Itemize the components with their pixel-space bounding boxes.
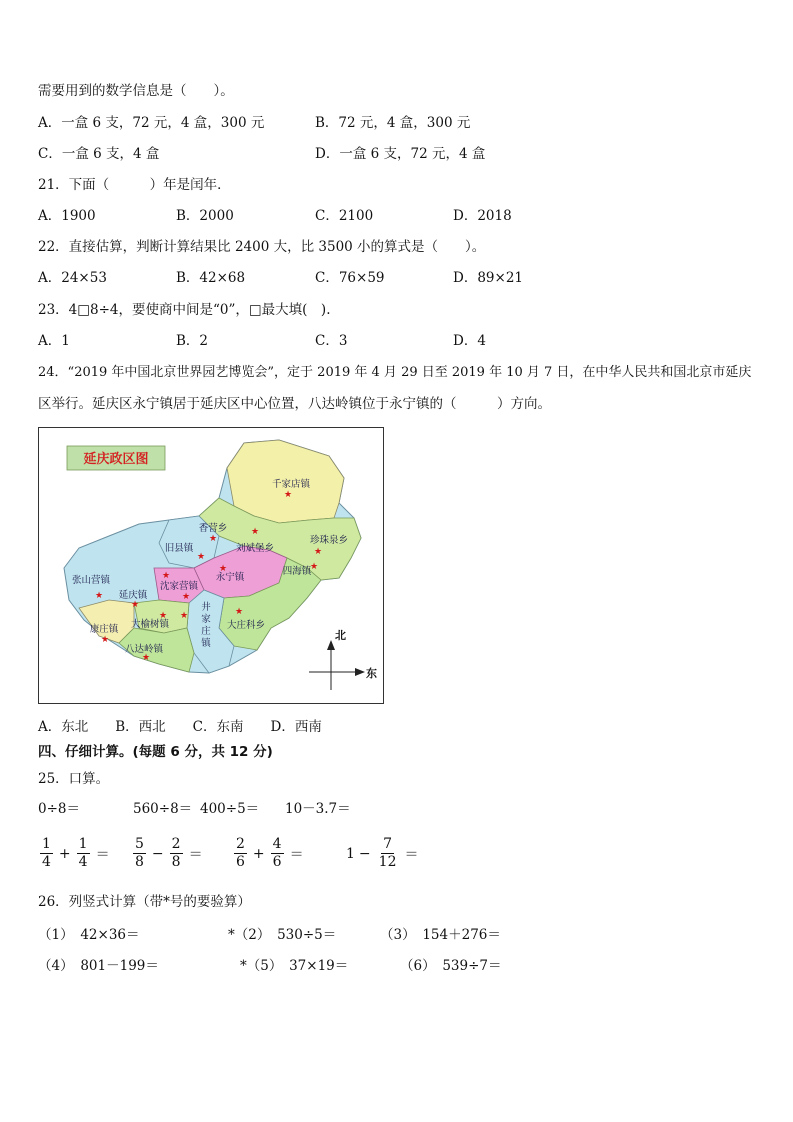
q22-option-a[interactable]: A．24×53 <box>38 270 107 286</box>
q25-frac-2 <box>131 836 207 871</box>
numerator: 2 <box>236 836 245 852</box>
star-icon: ★ <box>283 490 293 500</box>
q20-option-b[interactable]: B．72 元，4 盒，300 元 <box>315 115 471 131</box>
q21-stem: 21．下面（ ）年是闰年． <box>38 177 231 193</box>
numerator: 5 <box>135 836 144 852</box>
q23-option-a[interactable]: A．1 <box>38 333 70 349</box>
star-icon: ★ <box>141 653 151 663</box>
denominator: 4 <box>42 854 51 870</box>
whole-number: 1 <box>346 845 355 862</box>
compass-north-arrow-icon <box>327 640 335 650</box>
star-icon: ★ <box>158 611 168 621</box>
q25-item-4: 10－3.7＝ <box>285 801 351 817</box>
q22-option-c[interactable]: C．76×59 <box>315 270 385 286</box>
q26-item-6: （6） 539÷7＝ <box>400 958 502 974</box>
star-icon: ★ <box>218 564 228 574</box>
q21-option-b[interactable]: B．2000 <box>176 208 234 224</box>
star-icon: ★ <box>130 600 140 610</box>
star-icon: ★ <box>100 635 110 645</box>
label-yanqing: 延庆镇 <box>118 590 148 601</box>
star-icon: ★ <box>94 591 104 601</box>
star-icon: ★ <box>234 607 244 617</box>
q23-option-c[interactable]: C．3 <box>315 333 348 349</box>
q26-stem: 26．列竖式计算（带*号的要验算） <box>38 894 251 910</box>
q22-option-b[interactable]: B．42×68 <box>176 270 246 286</box>
star-icon: ★ <box>196 552 206 562</box>
star-icon: ★ <box>250 527 260 537</box>
label-sihai: 四海镇 <box>282 566 312 577</box>
star-icon: ★ <box>208 534 218 544</box>
q25-frac-3 <box>232 836 308 871</box>
label-shenjiaying: 沈家营镇 <box>159 581 199 592</box>
q26-item-5: *（5） 37×19＝ <box>240 958 349 974</box>
equals: ＝ <box>95 846 110 863</box>
q25-item-2: 560÷8＝ <box>133 801 193 817</box>
numerator: 2 <box>171 836 181 852</box>
numerator: 7 <box>383 836 393 852</box>
equals: ＝ <box>188 846 203 863</box>
operator: + <box>252 845 265 862</box>
compass-east-label: 东 <box>366 667 377 680</box>
label-zhenzhuquan: 珍珠泉乡 <box>309 535 349 546</box>
yanqing-district-map <box>38 427 384 704</box>
map-title: 延庆政区图 <box>83 452 149 467</box>
svg-text:家: 家 <box>201 614 211 625</box>
svg-text:镇: 镇 <box>201 638 211 649</box>
numerator: 4 <box>272 836 282 852</box>
denominator: 8 <box>135 854 144 870</box>
q25-item-1: 0÷8＝ <box>38 801 80 817</box>
q23-stem: 23．4□8÷4，要使商中间是“0”，□最大填( ). <box>38 302 331 318</box>
q24-stem-line1: 24．“2019 年中国北京世界园艺博览会”，定于 2019 年 4 月 29 日至 2019 年 10 月 7 日，在中华人民共和国北京市延庆 <box>38 365 752 380</box>
q21-option-d[interactable]: D．2018 <box>453 208 512 224</box>
q22-option-d[interactable]: D．89×21 <box>453 270 523 286</box>
label-kangzhuang: 康庄镇 <box>89 624 119 635</box>
q20-option-a[interactable]: A．一盒 6 支，72 元，4 盒，300 元 <box>38 115 265 131</box>
star-icon: ★ <box>179 611 189 621</box>
star-icon: ★ <box>181 592 191 602</box>
q26-item-4: （4） 801－199＝ <box>38 958 159 974</box>
label-jiuxian: 旧县镇 <box>164 543 194 554</box>
q22-stem: 22．直接估算，判断计算结果比 2400 大，比 3500 小的算式是（ ）。 <box>38 239 486 255</box>
numerator: 1 <box>78 836 88 852</box>
label-liubinbao: 刘斌堡乡 <box>235 543 275 554</box>
section4-title: 四、仔细计算。(每题 6 分，共 12 分) <box>38 744 273 760</box>
equals: ＝ <box>404 846 419 863</box>
q24-stem-line2: 区举行。延庆区永宁镇居于延庆区中心位置，八达岭镇位于永宁镇的（ ）方向。 <box>38 396 551 412</box>
label-dayushu: 大榆树镇 <box>130 619 170 630</box>
star-icon: ★ <box>313 547 323 557</box>
numerator: 1 <box>42 836 51 852</box>
operator: − <box>358 845 371 862</box>
operator: + <box>58 845 71 862</box>
svg-text:井: 井 <box>201 602 211 613</box>
svg-text:庄: 庄 <box>201 626 211 637</box>
denominator: 8 <box>171 854 181 870</box>
denominator: 4 <box>78 854 88 870</box>
compass-north-label: 北 <box>335 629 346 642</box>
q25-frac-4 <box>346 836 422 871</box>
q25-frac-1 <box>38 836 114 871</box>
label-yongning: 永宁镇 <box>215 572 245 583</box>
q24-options[interactable]: A．东北 B．西北 C．东南 D．西南 <box>38 719 322 735</box>
label-badaling: 八达岭镇 <box>124 644 164 655</box>
label-qianjiadian: 千家店镇 <box>271 479 311 490</box>
q21-option-c[interactable]: C．2100 <box>315 208 374 224</box>
q20-option-d[interactable]: D．一盒 6 支，72 元，4 盒 <box>315 146 486 162</box>
q25-item-3: 400÷5＝ <box>200 801 260 817</box>
equals: ＝ <box>289 846 304 863</box>
q25-stem: 25．口算。 <box>38 771 110 787</box>
q26-item-1: （1） 42×36＝ <box>38 927 140 943</box>
q23-option-d[interactable]: D．4 <box>453 333 486 349</box>
label-zhangshanying: 张山营镇 <box>71 575 111 586</box>
q21-option-a[interactable]: A．1900 <box>38 208 96 224</box>
denominator: 6 <box>272 854 282 870</box>
q26-item-2: *（2） 530÷5＝ <box>228 927 337 943</box>
q26-item-3: （3） 154＋276＝ <box>380 927 501 943</box>
q20-option-c[interactable]: C．一盒 6 支，4 盒 <box>38 146 160 162</box>
denominator: 6 <box>236 854 245 870</box>
star-icon: ★ <box>161 571 171 581</box>
star-icon: ★ <box>309 562 319 572</box>
q23-option-b[interactable]: B．2 <box>176 333 209 349</box>
q20-stem-tail: 需要用到的数学信息是（ ）。 <box>38 83 234 99</box>
label-dazhuangke: 大庄科乡 <box>226 620 266 631</box>
denominator: 12 <box>378 854 397 870</box>
compass-east-arrow-icon <box>355 668 365 676</box>
label-xiangying: 香营乡 <box>198 523 228 534</box>
operator: − <box>151 845 164 862</box>
